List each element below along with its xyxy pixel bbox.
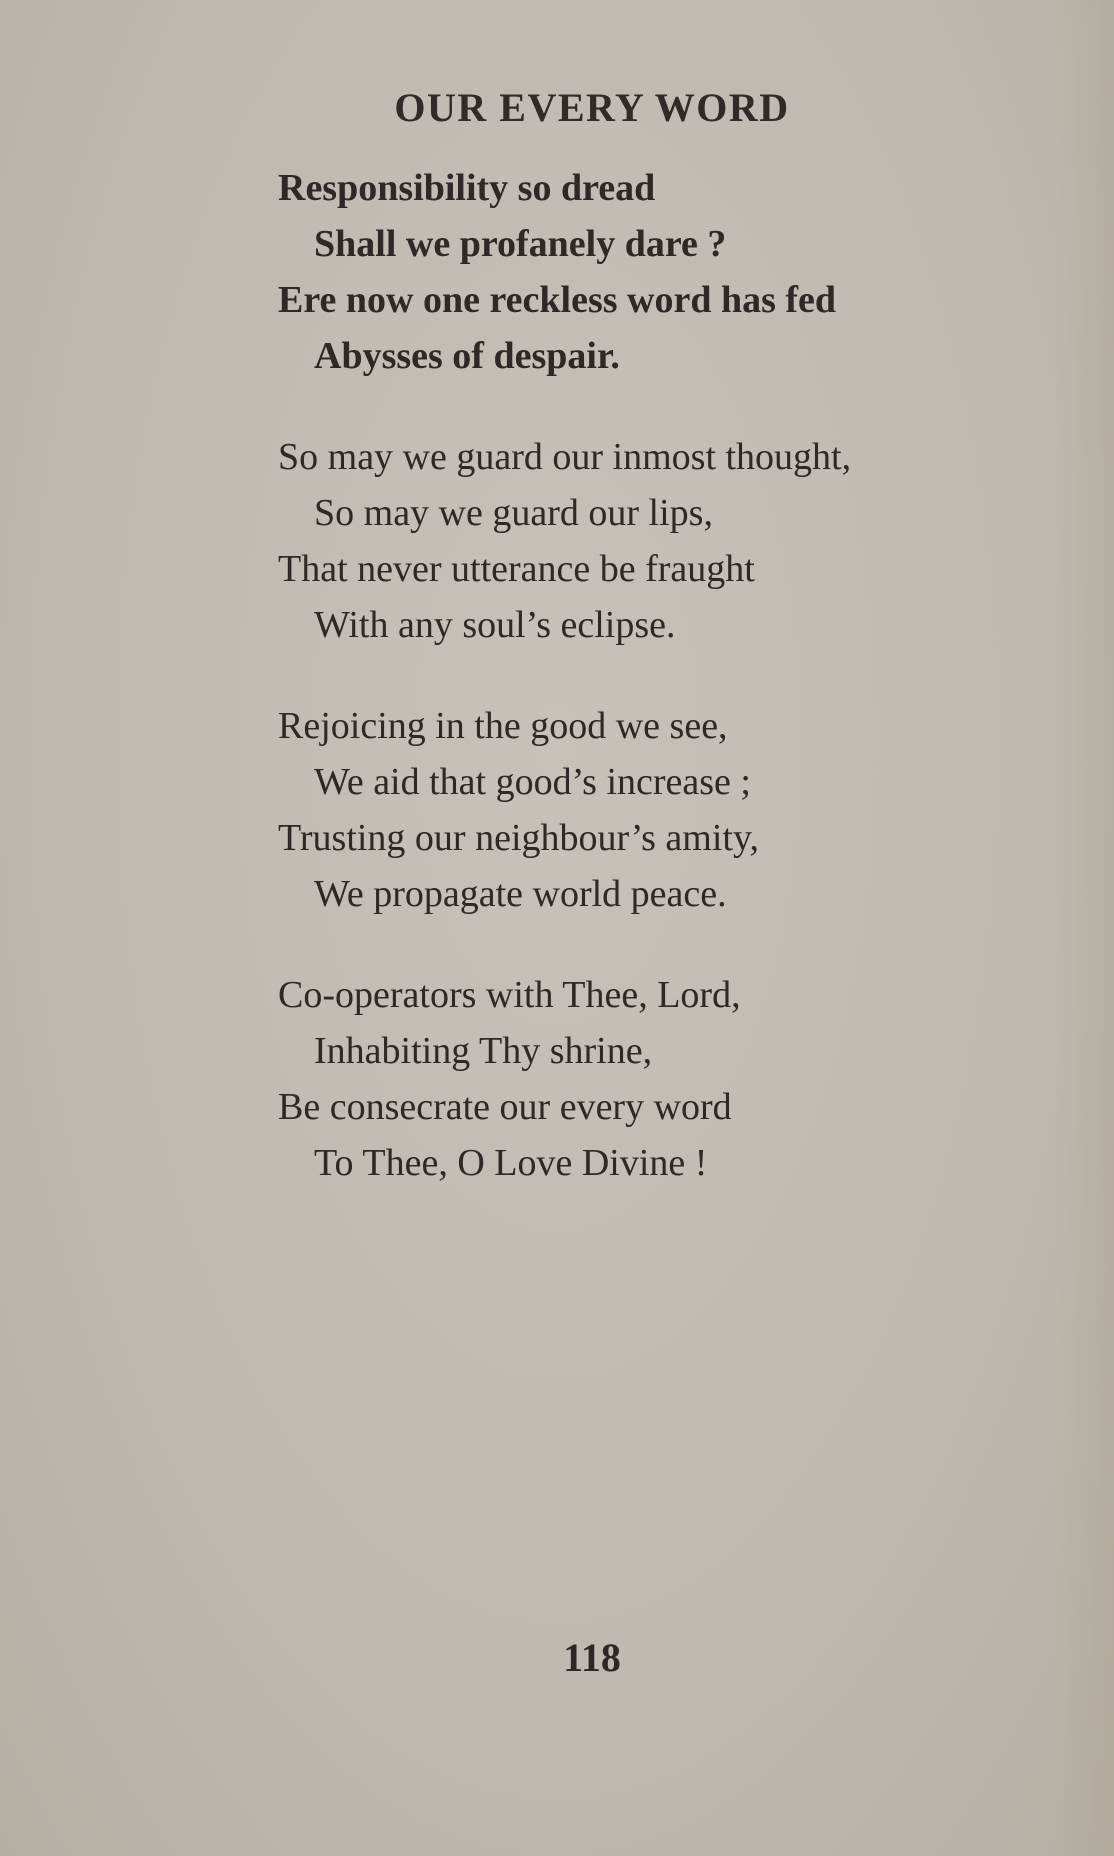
poem-line: We aid that good’s increase ; (314, 761, 751, 803)
poem-line: Abysses of despair. (314, 335, 620, 377)
poem-title: OUR EVERY WORD (394, 85, 790, 130)
poem-line: So may we guard our inmost thought, (278, 436, 852, 478)
poem-line: Inhabiting Thy shrine, (314, 1030, 653, 1072)
stanza-3 (278, 698, 1078, 922)
poem-line: With any soul’s eclipse. (314, 604, 676, 646)
poem-line: So may we guard our lips, (314, 492, 713, 534)
poem-line: Co-operators with Thee, Lord, (278, 974, 741, 1016)
poem-line: Trusting our neighbour’s amity, (278, 817, 759, 859)
poem-line: We propagate world peace. (314, 873, 727, 915)
poem-line: To Thee, O Love Divine ! (314, 1142, 708, 1184)
poem-line: Responsibility so dread (278, 167, 656, 209)
page-number: 118 (563, 1635, 621, 1680)
poem-line: Shall we profanely dare ? (314, 223, 727, 265)
poem-line: Be consecrate our every word (278, 1086, 732, 1128)
poem-line: Rejoicing in the good we see, (278, 705, 728, 747)
stanza-1 (278, 160, 1078, 384)
poem-body (278, 160, 1078, 1236)
poem-line: That never utterance be fraught (278, 548, 755, 590)
poem-line: Ere now one reckless word has fed (278, 279, 837, 321)
stanza-2 (278, 429, 1078, 653)
stanza-4 (278, 967, 1078, 1191)
